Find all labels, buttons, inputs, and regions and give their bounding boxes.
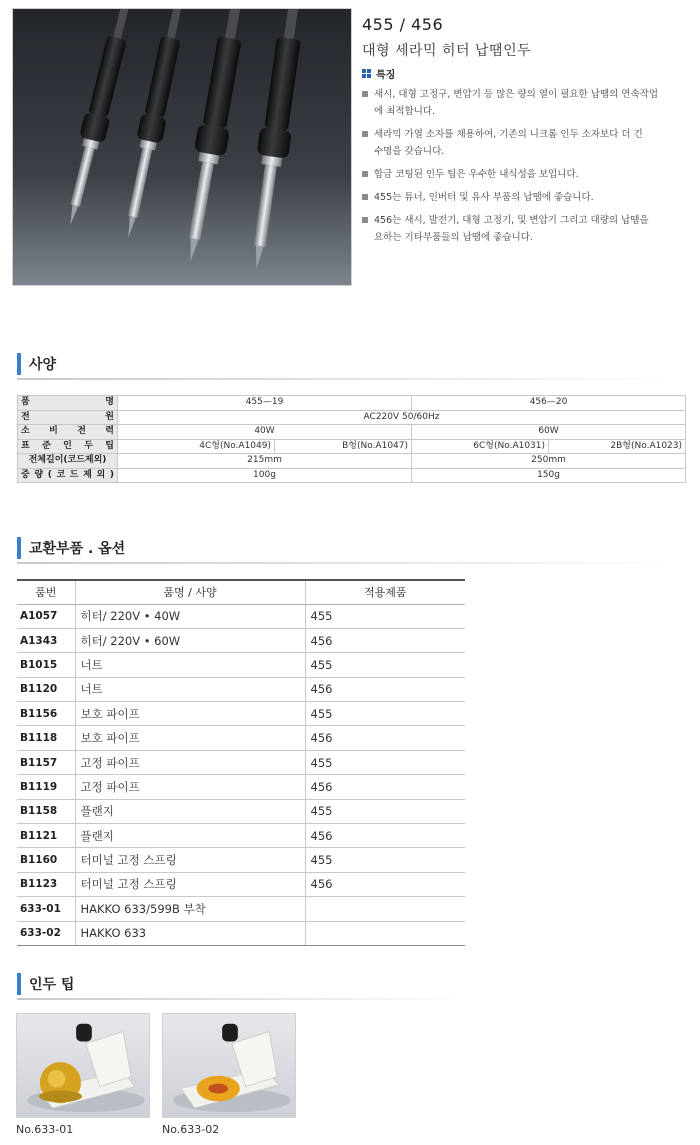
part-name: 히터/ 220V • 40W: [75, 604, 305, 628]
feature-item: [362, 189, 694, 206]
part-code: B1156: [17, 702, 75, 726]
feature-line: 수명을 갖습니다.: [374, 146, 445, 157]
feature-item: [362, 86, 694, 120]
feature-line: 합금 코팅된 인두 팁은 우수한 내식성을 보입니다.: [374, 169, 579, 180]
feature-line: 새시, 대형 고정구, 변압기 등 많은 량의 열이 필요한 납땜의 연속작업: [374, 89, 659, 100]
part-name: 히터/ 220V • 60W: [75, 628, 305, 652]
part-name: 터미널 고정 스프링: [75, 848, 305, 872]
part-code: B1123: [17, 872, 75, 896]
parts-section-title: 교환부품 . 옵션: [29, 541, 126, 557]
part-name: HAKKO 633/599B 부착: [75, 897, 305, 921]
table-row: [18, 454, 686, 469]
part-applies: 456: [305, 824, 465, 848]
table-row: [17, 604, 465, 628]
tip-caption: No.633-02: [162, 1123, 220, 1136]
table-row: [17, 897, 465, 921]
section-divider: [17, 378, 685, 380]
spec-label-tip: 표 준 인 두 팁: [18, 439, 118, 454]
product-subtitle: 대형 세라믹 히터 납땜인두: [362, 43, 532, 59]
table-row: [17, 677, 465, 701]
part-applies: 455: [305, 750, 465, 774]
table-row: [17, 872, 465, 896]
tips-section-header: [17, 970, 465, 998]
grid-bullet-icon: [362, 69, 371, 78]
part-name: HAKKO 633: [75, 921, 305, 945]
spec-tip-4c: 4C형(No.A1049): [118, 439, 275, 454]
section-divider: [17, 562, 685, 564]
part-applies: [305, 897, 465, 921]
spec-label-length: 전체길이(코드제외): [18, 454, 118, 469]
table-row: [17, 775, 465, 799]
product-photo: [12, 8, 352, 286]
part-applies: 456: [305, 775, 465, 799]
spec-section-title: 사양: [29, 357, 57, 373]
part-applies: 455: [305, 799, 465, 823]
features-list: [362, 86, 694, 252]
iron-stand-gold-sponge-icon: [17, 1014, 149, 1117]
part-code: A1057: [17, 604, 75, 628]
feature-item: [362, 212, 694, 246]
section-bar-icon: [17, 353, 21, 375]
part-code: B1160: [17, 848, 75, 872]
part-name: 터미널 고정 스프링: [75, 872, 305, 896]
features-heading: [362, 66, 395, 81]
part-code: B1120: [17, 677, 75, 701]
table-row: [18, 439, 686, 454]
feature-line: 요하는 기타부품들의 납땜에 좋습니다.: [374, 232, 533, 243]
table-row: [18, 396, 686, 411]
part-applies: 455: [305, 848, 465, 872]
part-applies: 456: [305, 726, 465, 750]
table-row: [17, 702, 465, 726]
iron-stand-flat-sponge-icon: [163, 1014, 295, 1117]
spec-power: AC220V 50/60Hz: [118, 410, 686, 425]
part-name: 플랜지: [75, 799, 305, 823]
part-code: B1118: [17, 726, 75, 750]
part-name: 플랜지: [75, 824, 305, 848]
col-header-code: 품번: [17, 580, 75, 604]
part-code: B1121: [17, 824, 75, 848]
spec-table: [17, 395, 686, 483]
table-row: [17, 848, 465, 872]
table-row: [18, 468, 686, 483]
part-code: 633-02: [17, 921, 75, 945]
part-code: B1015: [17, 653, 75, 677]
spec-label-power: 전 원: [18, 410, 118, 425]
part-code: B1119: [17, 775, 75, 799]
part-name: 보호 파이프: [75, 726, 305, 750]
col-header-applies: 적용제품: [305, 580, 465, 604]
feature-line: 세라믹 가열 소자를 채용하여, 기존의 니크롬 인두 소자보다 더 긴: [374, 129, 643, 140]
table-row: [17, 921, 465, 945]
spec-label-consumption: 소 비 전 력: [18, 425, 118, 440]
table-row: [17, 653, 465, 677]
table-row: [17, 799, 465, 823]
spec-length-456: 250mm: [412, 454, 686, 469]
table-header-row: [17, 580, 465, 604]
section-bar-icon: [17, 537, 21, 559]
spec-weight-456: 150g: [412, 468, 686, 483]
parts-table-body: [17, 604, 465, 945]
feature-item: [362, 126, 694, 160]
part-applies: 456: [305, 872, 465, 896]
table-row: [17, 750, 465, 774]
section-bar-icon: [17, 973, 21, 995]
table-row: [18, 425, 686, 440]
parts-table: [17, 579, 465, 946]
table-row: [17, 726, 465, 750]
feature-line: 456는 새시, 발전기, 대형 고정기, 및 변압기 그리고 대량의 납땜을: [374, 215, 649, 226]
part-applies: 456: [305, 628, 465, 652]
spec-model-456: 456—20: [412, 396, 686, 411]
tip-stand-photo-633-02: [162, 1013, 296, 1118]
part-name: 고정 파이프: [75, 775, 305, 799]
table-row: [17, 628, 465, 652]
features-heading-label: 특징: [376, 70, 396, 81]
part-applies: 456: [305, 677, 465, 701]
part-code: 633-01: [17, 897, 75, 921]
spec-length-455: 215mm: [118, 454, 412, 469]
spec-watt-456: 60W: [412, 425, 686, 440]
part-name: 보호 파이프: [75, 702, 305, 726]
spec-label-name: 품 명: [18, 396, 118, 411]
spec-tip-2b: 2B형(No.A1023): [549, 439, 686, 454]
parts-section-header: [17, 534, 685, 562]
spec-tip-6c: 6C형(No.A1031): [412, 439, 549, 454]
feature-line: 455는 튜너, 인버터 및 유사 부품의 납땜에 좋습니다.: [374, 192, 594, 203]
part-name: 고정 파이프: [75, 750, 305, 774]
spec-label-weight: 중 량 ( 코 드 제 외 ): [18, 468, 118, 483]
spec-watt-455: 40W: [118, 425, 412, 440]
spec-tip-b: B형(No.A1047): [275, 439, 412, 454]
part-applies: 455: [305, 653, 465, 677]
part-name: 너트: [75, 653, 305, 677]
tip-stand-photo-633-01: [16, 1013, 150, 1118]
part-code: B1158: [17, 799, 75, 823]
part-name: 너트: [75, 677, 305, 701]
table-row: [18, 410, 686, 425]
tips-section-title: 인두 팁: [29, 977, 75, 993]
col-header-name: 품명 / 사양: [75, 580, 305, 604]
part-code: A1343: [17, 628, 75, 652]
feature-item: [362, 166, 694, 183]
table-row: [17, 824, 465, 848]
part-applies: [305, 921, 465, 945]
spec-model-455: 455—19: [118, 396, 412, 411]
product-title: 455 / 456: [362, 15, 444, 34]
part-code: B1157: [17, 750, 75, 774]
part-applies: 455: [305, 702, 465, 726]
section-divider: [17, 998, 465, 1000]
part-applies: 455: [305, 604, 465, 628]
tip-caption: No.633-01: [16, 1123, 74, 1136]
soldering-irons-illustration: [13, 9, 351, 285]
spec-section-header: [17, 350, 685, 378]
feature-line: 에 최적합니다.: [374, 106, 436, 117]
spec-weight-455: 100g: [118, 468, 412, 483]
